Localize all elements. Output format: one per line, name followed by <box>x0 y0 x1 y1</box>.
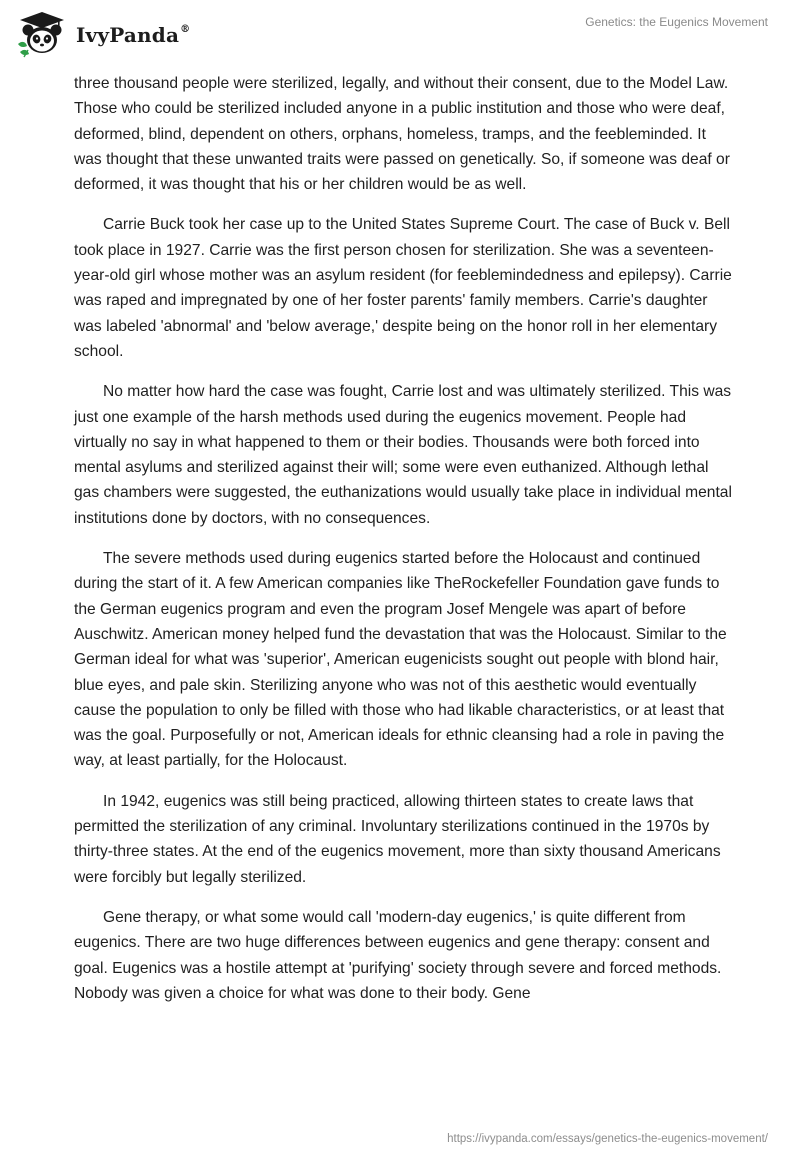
source-url-link[interactable]: https://ivypanda.com/essays/genetics-the-eugenics-movement/ <box>447 1133 768 1145</box>
paragraph: The severe methods used during eugenics started before the Holocaust and continued during the start of it. A few American companies like TheRockefeller Foundation gave funds to the German eugenics program and even the program Josef Mengele was apart of before Auschwitz. American money helped fund the devastation that was the Holocaust. Similar to the German ideal for what was 'superior', American eugenicists sought out people with blond hair, blue eyes, and pale skin. Sterilizing anyone who was not of this aesthetic would eventually cause the population to only be filled with those who had likable characteristics, or at least that was the goal. Purposefully or not, American ideals for ethnic cleansing had a role in paving the way, at least partially, for the Holocaust. <box>74 550 727 770</box>
paragraph: Carrie Buck took her case up to the United States Supreme Court. The case of Buck v. Bell took place in 1927. Carrie was the first person chosen for sterilization. She was a seventeen-year-old girl whose mother was an asylum resident (for feeblemindedness and epilepsy). Carrie was raped and impregnated by one of her foster parents' family members. Carrie's daughter was labeled 'abnormal' and 'below average,' despite being on the honor roll in her elementary school. <box>74 216 732 360</box>
document-title: Genetics: the Eugenics Movement <box>585 15 768 29</box>
essay-body <box>74 71 734 1021</box>
panda-logo-icon <box>14 10 70 58</box>
page-header <box>0 0 800 70</box>
paragraph: Gene therapy, or what some would call 'modern-day eugenics,' is quite different from eugenics. There are two huge differences between eugenics and gene therapy: consent and goal. Eugenics was a hostile attempt at 'purifying' society through severe and forced methods. Nobody was given a choice for what was done to their body. Gene <box>74 908 722 1002</box>
registered-mark: ® <box>180 24 191 36</box>
logo[interactable] <box>14 10 190 58</box>
paragraph: In 1942, eugenics was still being practiced, allowing thirteen states to create laws that permitted the sterilization of any criminal. Involuntary sterilizations continued in the 1970s by thirty-three states. At the end of the eugenics movement, more than sixty thousand Americans were forcibly but legally sterilized. <box>74 792 721 886</box>
paragraph: No matter how hard the case was fought, Carrie lost and was ultimately sterilized. This was just one example of the harsh methods used during the eugenics movement. People had virtually no say in what happened to them or their bodies. Thousands were both forced into mental asylums and sterilized against their will; some were even euthanized. Although lethal gas chambers were suggested, the euthanizations would usually take place in individual mental institutions done by doctors, with no consequences. <box>74 383 732 527</box>
paragraph: three thousand people were sterilized, legally, and without their consent, due to the Model Law. Those who could be sterilized included anyone in a public institution and those who were deaf, deformed, blind, dependent on others, orphans, homeless, tramps, and the feebleminded. It was thought that these unwanted traits were passed on genetically. So, if someone was deaf or deformed, it was thought that his or her children would be as well. <box>74 75 730 194</box>
logo-wordmark: IvyPanda <box>76 23 180 47</box>
logo-text <box>76 23 190 47</box>
